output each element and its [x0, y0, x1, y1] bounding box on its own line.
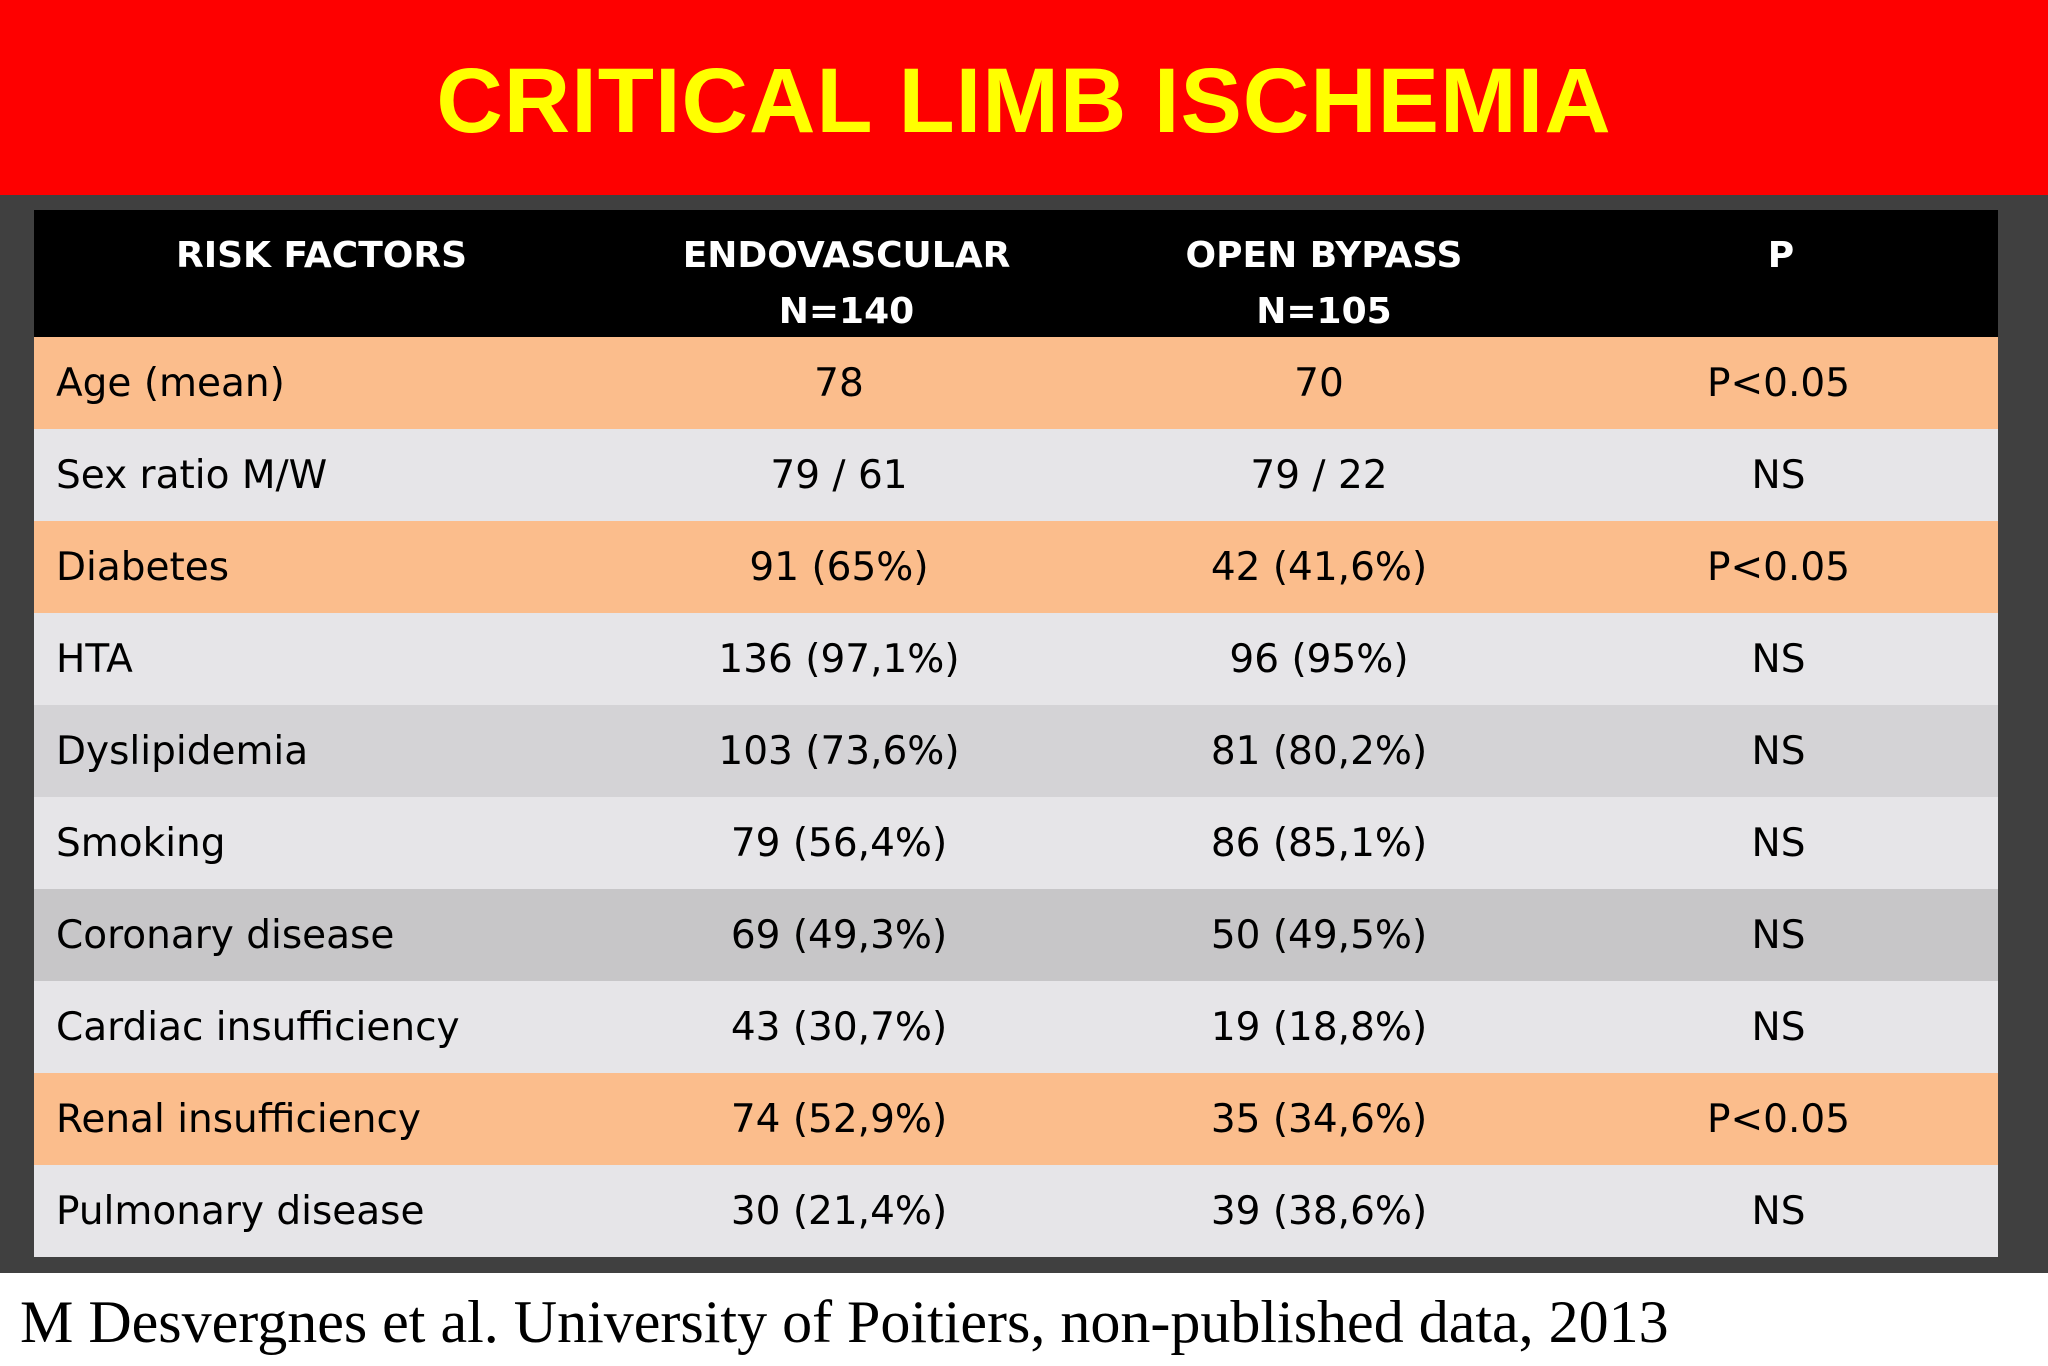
open-bypass-cell: 42 (41,6%)	[1210, 544, 1428, 590]
risk-factor-cell: Coronary disease	[56, 912, 395, 958]
risk-factor-cell: Diabetes	[56, 544, 230, 590]
risk-factor-cell: Cardiac insufficiency	[56, 1004, 460, 1050]
risk-factor-cell: Renal insufficiency	[56, 1096, 421, 1142]
title-bar	[0, 0, 2048, 195]
endovascular-cell: 91 (65%)	[749, 544, 929, 590]
endovascular-cell: 79 / 61	[770, 452, 908, 498]
table-row	[34, 1073, 1998, 1165]
table-row	[34, 429, 1998, 521]
risk-factor-cell: Pulmonary disease	[56, 1188, 425, 1234]
table-header-row	[34, 210, 1998, 337]
risk-factor-cell: Sex ratio M/W	[56, 452, 328, 498]
header-p: P	[1767, 235, 1795, 276]
endovascular-cell: 69 (49,3%)	[730, 912, 948, 958]
p-value-cell: NS	[1751, 636, 1806, 682]
open-bypass-cell: 50 (49,5%)	[1210, 912, 1428, 958]
open-bypass-cell: 86 (85,1%)	[1210, 820, 1428, 866]
table-row	[34, 337, 1998, 429]
open-bypass-cell: 96 (95%)	[1229, 636, 1409, 682]
open-bypass-cell: 19 (18,8%)	[1210, 1004, 1428, 1050]
p-value-cell: NS	[1751, 452, 1806, 498]
open-bypass-cell: 39 (38,6%)	[1210, 1188, 1428, 1234]
endovascular-cell: 74 (52,9%)	[730, 1096, 948, 1142]
p-value-cell: NS	[1751, 1004, 1806, 1050]
risk-factor-cell: Age (mean)	[56, 360, 285, 406]
table-row	[34, 981, 1998, 1073]
risk-factor-cell: Smoking	[56, 820, 226, 866]
endovascular-cell: 79 (56,4%)	[730, 820, 948, 866]
p-value-cell: NS	[1751, 912, 1806, 958]
open-bypass-cell: 79 / 22	[1250, 452, 1388, 498]
citation-footer: M Desvergnes et al. University of Poitiers, non-published data, 2013	[20, 1289, 1669, 1355]
table-row	[34, 613, 1998, 705]
open-bypass-cell: 70	[1294, 360, 1344, 406]
p-value-cell: P<0.05	[1706, 360, 1851, 406]
p-value-cell: NS	[1751, 728, 1806, 774]
risk-factor-cell: Dyslipidemia	[56, 728, 309, 774]
open-bypass-cell: 35 (34,6%)	[1210, 1096, 1428, 1142]
table-row	[34, 1165, 1998, 1257]
open-bypass-cell: 81 (80,2%)	[1210, 728, 1428, 774]
p-value-cell: P<0.05	[1706, 1096, 1851, 1142]
p-value-cell: NS	[1751, 820, 1806, 866]
endovascular-cell: 30 (21,4%)	[730, 1188, 948, 1234]
p-value-cell: NS	[1751, 1188, 1806, 1234]
slide-title: CRITICAL LIMB ISCHEMIA	[436, 50, 1612, 152]
endovascular-cell: 103 (73,6%)	[718, 728, 960, 774]
header-endovascular: ENDOVASCULAR N=140	[682, 235, 1011, 332]
table-row	[34, 797, 1998, 889]
risk-factor-cell: HTA	[56, 636, 133, 682]
endovascular-cell: 78	[814, 360, 864, 406]
endovascular-cell: 43 (30,7%)	[730, 1004, 948, 1050]
endovascular-cell: 136 (97,1%)	[718, 636, 960, 682]
p-value-cell: P<0.05	[1706, 544, 1851, 590]
header-open-bypass: OPEN BYPASS N=105	[1185, 235, 1463, 332]
risk-factors-table	[34, 210, 1998, 1257]
table-row	[34, 889, 1998, 981]
table-row	[34, 521, 1998, 613]
table-row	[34, 705, 1998, 797]
header-risk-factors: RISK FACTORS	[175, 235, 468, 276]
